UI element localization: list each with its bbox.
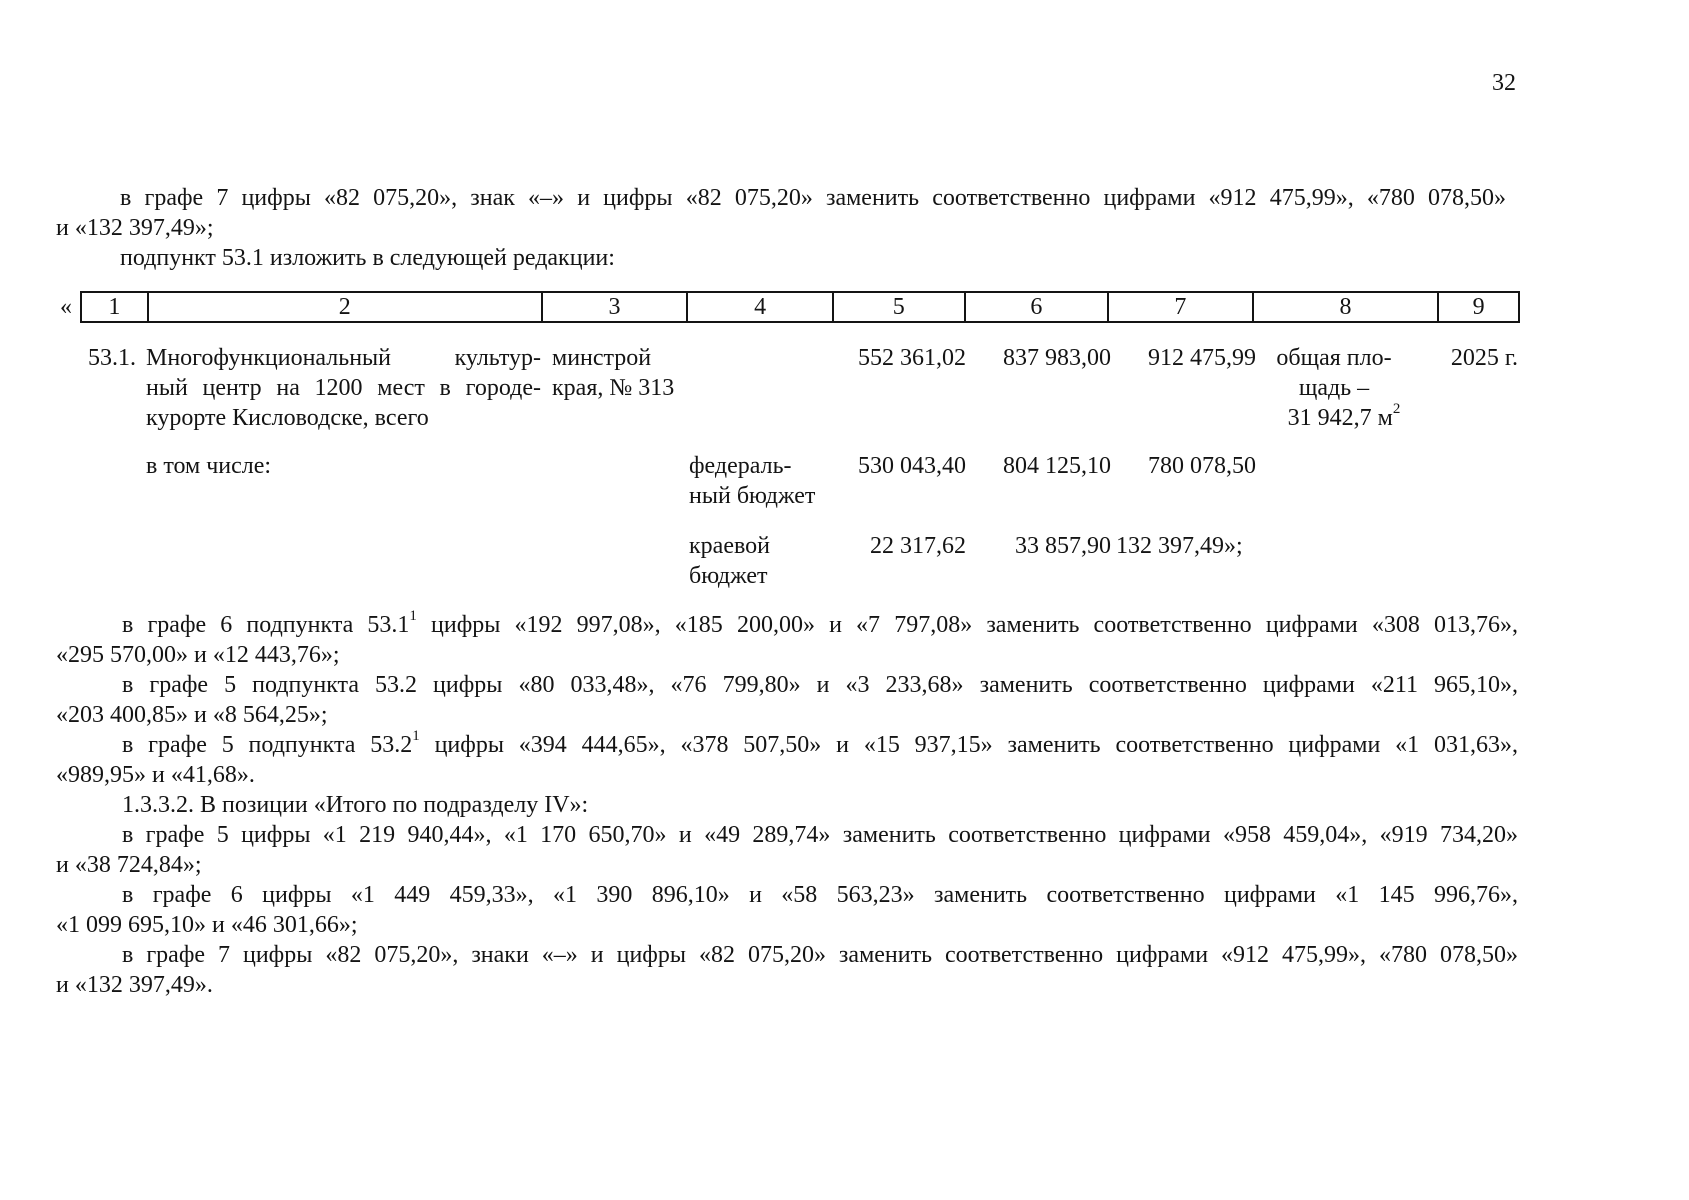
regional-col-5: 22 317,62 xyxy=(870,533,966,559)
regional-col-7: 132 397,49»; xyxy=(1116,533,1243,559)
paragraph-1-line-2: «295 570,00» и «12 443,76»; xyxy=(56,642,340,668)
federal-col-5: 530 043,40 xyxy=(858,453,966,479)
table-column-header xyxy=(80,291,1520,323)
object-name-line-2: ный центр на 1200 мест в городе- xyxy=(146,375,541,401)
object-name-line-1: Многофункциональный культур- xyxy=(146,345,541,371)
paragraph-3-line-1 xyxy=(122,730,1518,760)
paragraph-3-line-2: «989,95» и «41,68». xyxy=(56,762,255,788)
total-col-6: 837 983,00 xyxy=(1003,345,1111,371)
page-number: 32 xyxy=(1492,70,1516,96)
total-col-7: 912 475,99 xyxy=(1148,345,1256,371)
column-number-9: 9 xyxy=(1472,294,1485,320)
paragraph-2-line-2: «203 400,85» и «8 564,25»; xyxy=(56,702,328,728)
completion-year: 2025 г. xyxy=(1450,345,1518,371)
column-number-4: 4 xyxy=(688,293,834,321)
regional-col-6: 33 857,90 xyxy=(1015,533,1111,559)
area-value: 31 942,7 м xyxy=(1287,405,1393,431)
intro-line-3: подпункт 53.1 изложить в следующей редакции: xyxy=(120,245,615,271)
total-col-5: 552 361,02 xyxy=(858,345,966,371)
area-unit-superscript: 2 xyxy=(1392,401,1401,417)
paragraph-3-superscript: 1 xyxy=(412,728,420,744)
customer-line-2: края, № 313 xyxy=(552,375,675,401)
object-name-line-3: курорте Кисловодске, всего xyxy=(146,405,429,431)
federal-col-7: 780 078,50 xyxy=(1148,453,1256,479)
column-number-7: 7 xyxy=(1109,293,1254,321)
paragraph-6-line-2: «1 099 695,10» и «46 301,66»; xyxy=(56,912,358,938)
paragraph-6-line-1: в графе 6 цифры «1 449 459,33», «1 390 896,10» и «58 563,23» заменить соответственно цифрами «1 145 996,76», xyxy=(122,882,1518,908)
paragraph-4: 1.3.3.2. В позиции «Итого по подразделу IV»: xyxy=(122,792,589,818)
paragraph-2-line-1: в графе 5 подпункта 53.2 цифры «80 033,48», «76 799,80» и «3 233,68» заменить соответственно цифрами «211 965,10», xyxy=(122,672,1518,698)
area-line-2: щадь – xyxy=(1298,375,1370,401)
federal-source-line-2: ный бюджет xyxy=(689,483,816,509)
row-number: 53.1. xyxy=(88,345,136,371)
including-label: в том числе: xyxy=(146,453,272,479)
paragraph-5-line-2: и «38 724,84»; xyxy=(56,852,202,878)
table-open-quote: « xyxy=(60,294,72,320)
column-number-6: 6 xyxy=(966,293,1110,321)
paragraph-7-line-2: и «132 397,49». xyxy=(56,972,213,998)
paragraph-5-line-1: в графе 5 цифры «1 219 940,44», «1 170 650,70» и «49 289,74» заменить соответственно цифрами «958 459,04», «919 734,20» xyxy=(122,822,1518,848)
intro-line-1: в графе 7 цифры «82 075,20», знак «–» и цифры «82 075,20» заменить соответственно цифрами «912 475,99», «780 078,50» xyxy=(120,185,1506,211)
paragraph-1-text-a: в графе 6 подпункта 53.1 xyxy=(122,612,410,638)
column-number-5: 5 xyxy=(834,293,966,321)
column-number-1: 1 xyxy=(82,293,149,321)
area-line-3 xyxy=(1264,403,1424,433)
column-number-3: 3 xyxy=(543,293,689,321)
regional-source-line-1: краевой xyxy=(689,533,770,559)
paragraph-3-text-a: в графе 5 подпункта 53.2 xyxy=(122,732,413,758)
paragraph-1-line-1 xyxy=(122,610,1518,640)
federal-col-6: 804 125,10 xyxy=(1003,453,1111,479)
area-line-1: общая пло- xyxy=(1276,345,1392,371)
column-number-2: 2 xyxy=(149,293,543,321)
intro-line-2: и «132 397,49»; xyxy=(56,215,214,241)
paragraph-7-line-1: в графе 7 цифры «82 075,20», знаки «–» и цифры «82 075,20» заменить соответственно цифрами «912 475,99», «780 078,50» xyxy=(122,942,1518,968)
paragraph-1-superscript: 1 xyxy=(409,608,417,624)
customer-line-1: минстрой xyxy=(552,345,652,371)
column-number-8: 8 xyxy=(1254,293,1439,321)
paragraph-3-text-b: цифры «394 444,65», «378 507,50» и «15 937,15» заменить соответственно цифрами «1 031,63», xyxy=(419,732,1519,758)
paragraph-1-text-b: цифры «192 997,08», «185 200,00» и «7 797,08» заменить соответственно цифрами «308 013,76», xyxy=(416,612,1519,638)
regional-source-line-2: бюджет xyxy=(689,563,768,589)
federal-source-line-1: федераль- xyxy=(689,453,792,479)
